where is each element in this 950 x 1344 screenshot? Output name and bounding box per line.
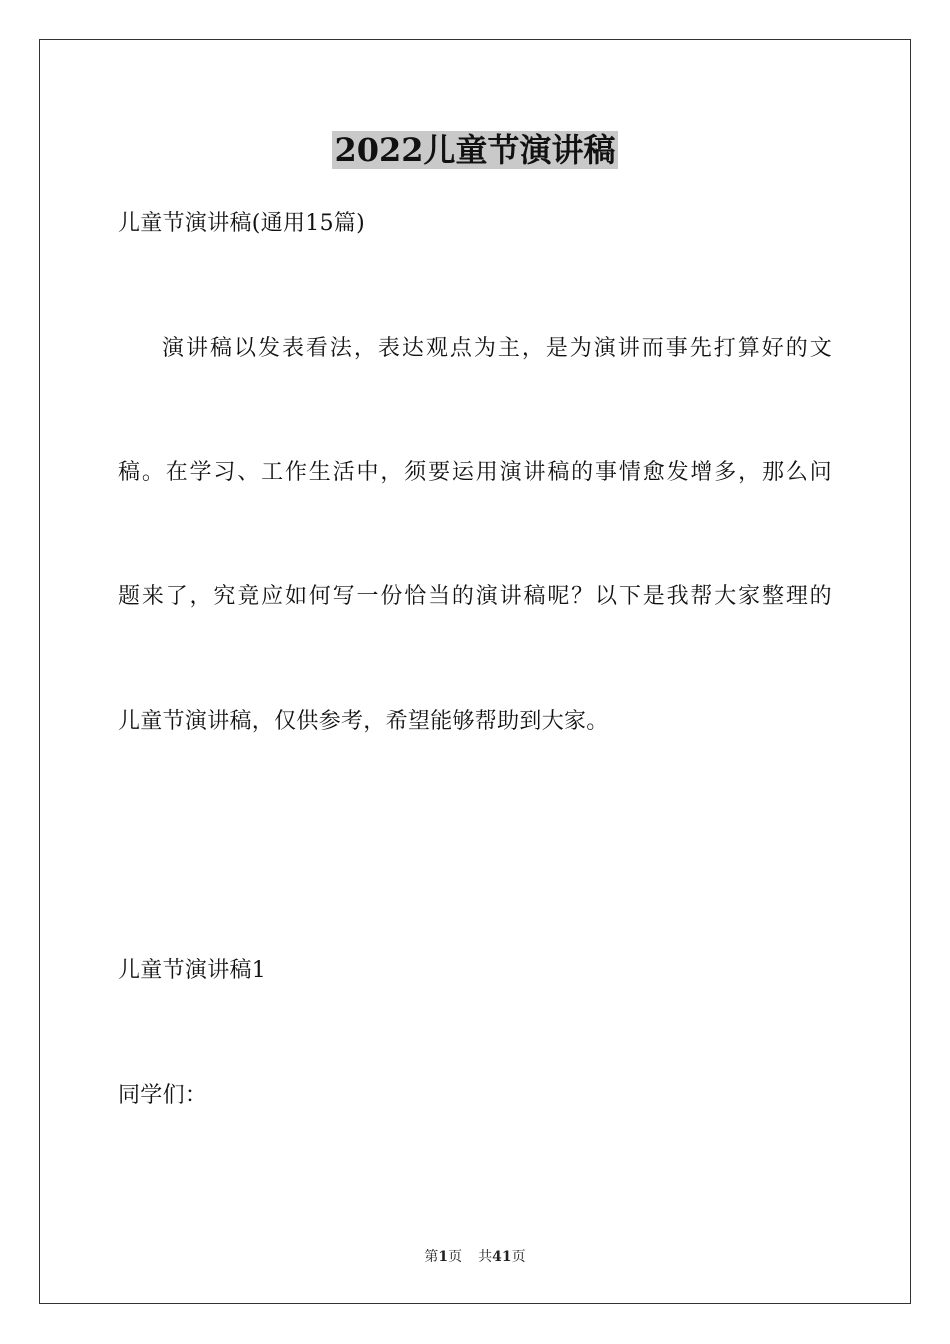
intro-line-4: 儿童节演讲稿，仅供参考，希望能够帮助到大家。 (118, 709, 609, 734)
intro-line-3: 题来了，究竟应如何写一份恰当的演讲稿呢？以下是我帮大家整理的 (118, 584, 832, 609)
footer-total-pages: 41 (492, 1249, 512, 1265)
document-title: 2022儿童节演讲稿 (334, 131, 616, 169)
salutation: 同学们： (118, 1083, 208, 1108)
footer-page-number: 1 (438, 1249, 449, 1265)
footer-total-prefix: 共 (478, 1249, 493, 1265)
intro-line-1: 演讲稿以发表看法，表达观点为主，是为演讲而事先打算好的文 (162, 336, 832, 361)
footer-page-prefix: 第 (424, 1249, 439, 1265)
intro-line-2: 稿。在学习、工作生活中，须要运用演讲稿的事情愈发增多，那么问 (118, 460, 832, 485)
footer-page-suffix: 页 (448, 1249, 463, 1265)
page-footer (0, 1247, 950, 1267)
document-subtitle: 儿童节演讲稿(通用15篇) (118, 211, 366, 236)
footer-total-suffix: 页 (511, 1249, 526, 1265)
document-title-container (0, 128, 950, 172)
section-heading: 儿童节演讲稿1 (118, 958, 267, 983)
